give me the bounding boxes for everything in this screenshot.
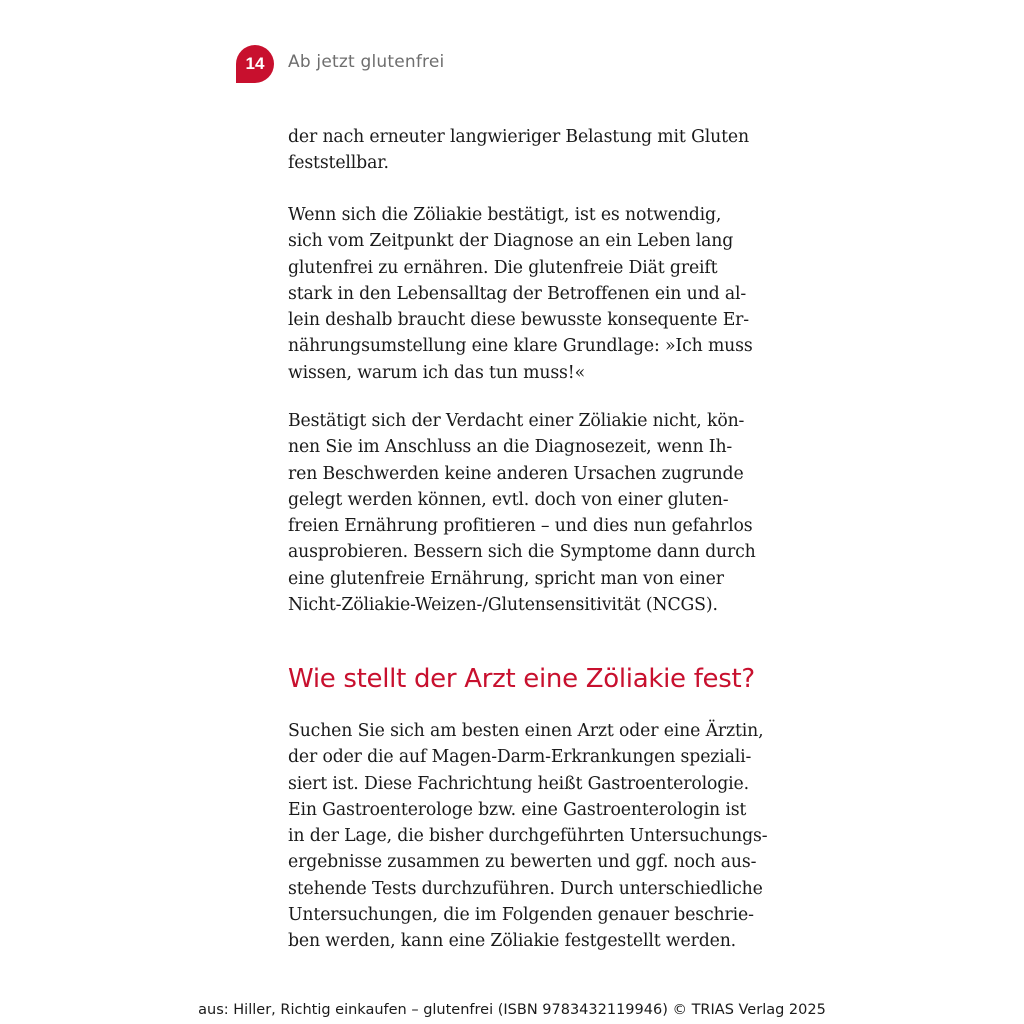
text-line: stehende Tests durchzuführen. Durch unterschiedliche <box>288 878 763 899</box>
text-line: Ein Gastroenterologe bzw. eine Gastroenterologin ist <box>288 799 747 820</box>
text-line: Nicht-Zöliakie-Weizen-/Glutensensitivität (NCGS). <box>288 595 718 616</box>
text-line: feststellbar. <box>288 153 389 174</box>
paragraph-4 <box>288 718 768 955</box>
text-line: ausprobieren. Bessern sich die Symptome dann durch <box>288 542 756 563</box>
text-line: in der Lage, die bisher durchgeführten Untersuchungs- <box>288 826 768 847</box>
paragraph-3 <box>288 408 768 618</box>
text-line: gelegt werden können, evtl. doch von einer gluten- <box>288 489 729 510</box>
page-number: 14 <box>245 54 265 73</box>
text-line: stark in den Lebensalltag der Betroffenen ein und al- <box>288 283 747 304</box>
paragraph-2 <box>288 202 768 386</box>
section-heading: Wie stellt der Arzt eine Zöliakie fest? <box>288 664 755 694</box>
text-line: glutenfrei zu ernähren. Die glutenfreie Diät greift <box>288 257 718 278</box>
text-line: ben werden, kann eine Zöliakie festgestellt werden. <box>288 931 737 952</box>
paragraph-1 <box>288 124 768 177</box>
text-line: Suchen Sie sich am besten einen Arzt oder eine Ärztin, <box>288 721 764 741</box>
text-line: der nach erneuter langwieriger Belastung mit Gluten <box>288 127 749 147</box>
text-line: ergebnisse zusammen zu bewerten und ggf. noch aus- <box>288 852 757 873</box>
text-line: wissen, warum ich das tun muss!« <box>288 362 585 383</box>
text-line: Wenn sich die Zöliakie bestätigt, ist es notwendig, <box>288 205 722 225</box>
source-footer: aus: Hiller, Richtig einkaufen – glutenfrei (ISBN 9783432119946) © TRIAS Verlag 2025 <box>198 1002 826 1018</box>
text-line: Untersuchungen, die im Folgenden genauer beschrie- <box>288 905 754 926</box>
text-line: eine glutenfreie Ernährung, spricht man von einer <box>288 568 724 589</box>
text-line: sich vom Zeitpunkt der Diagnose an ein Leben lang <box>288 231 734 252</box>
page-number-badge <box>236 45 274 83</box>
text-line: Bestätigt sich der Verdacht einer Zöliakie nicht, kön- <box>288 411 745 431</box>
running-title: Ab jetzt glutenfrei <box>288 52 445 72</box>
text-line: lein deshalb braucht diese bewusste konsequente Er- <box>288 310 749 331</box>
text-line: freien Ernährung profitieren – und dies nun gefahrlos <box>288 516 753 537</box>
text-line: nen Sie im Anschluss an die Diagnosezeit, wenn Ih- <box>288 437 733 458</box>
text-line: der oder die auf Magen-Darm-Erkrankungen speziali- <box>288 747 752 768</box>
text-line: nährungsumstellung eine klare Grundlage: »Ich muss <box>288 336 753 357</box>
text-line: ren Beschwerden keine anderen Ursachen zugrunde <box>288 463 744 484</box>
text-line: siert ist. Diese Fachrichtung heißt Gastroenterologie. <box>288 773 749 794</box>
